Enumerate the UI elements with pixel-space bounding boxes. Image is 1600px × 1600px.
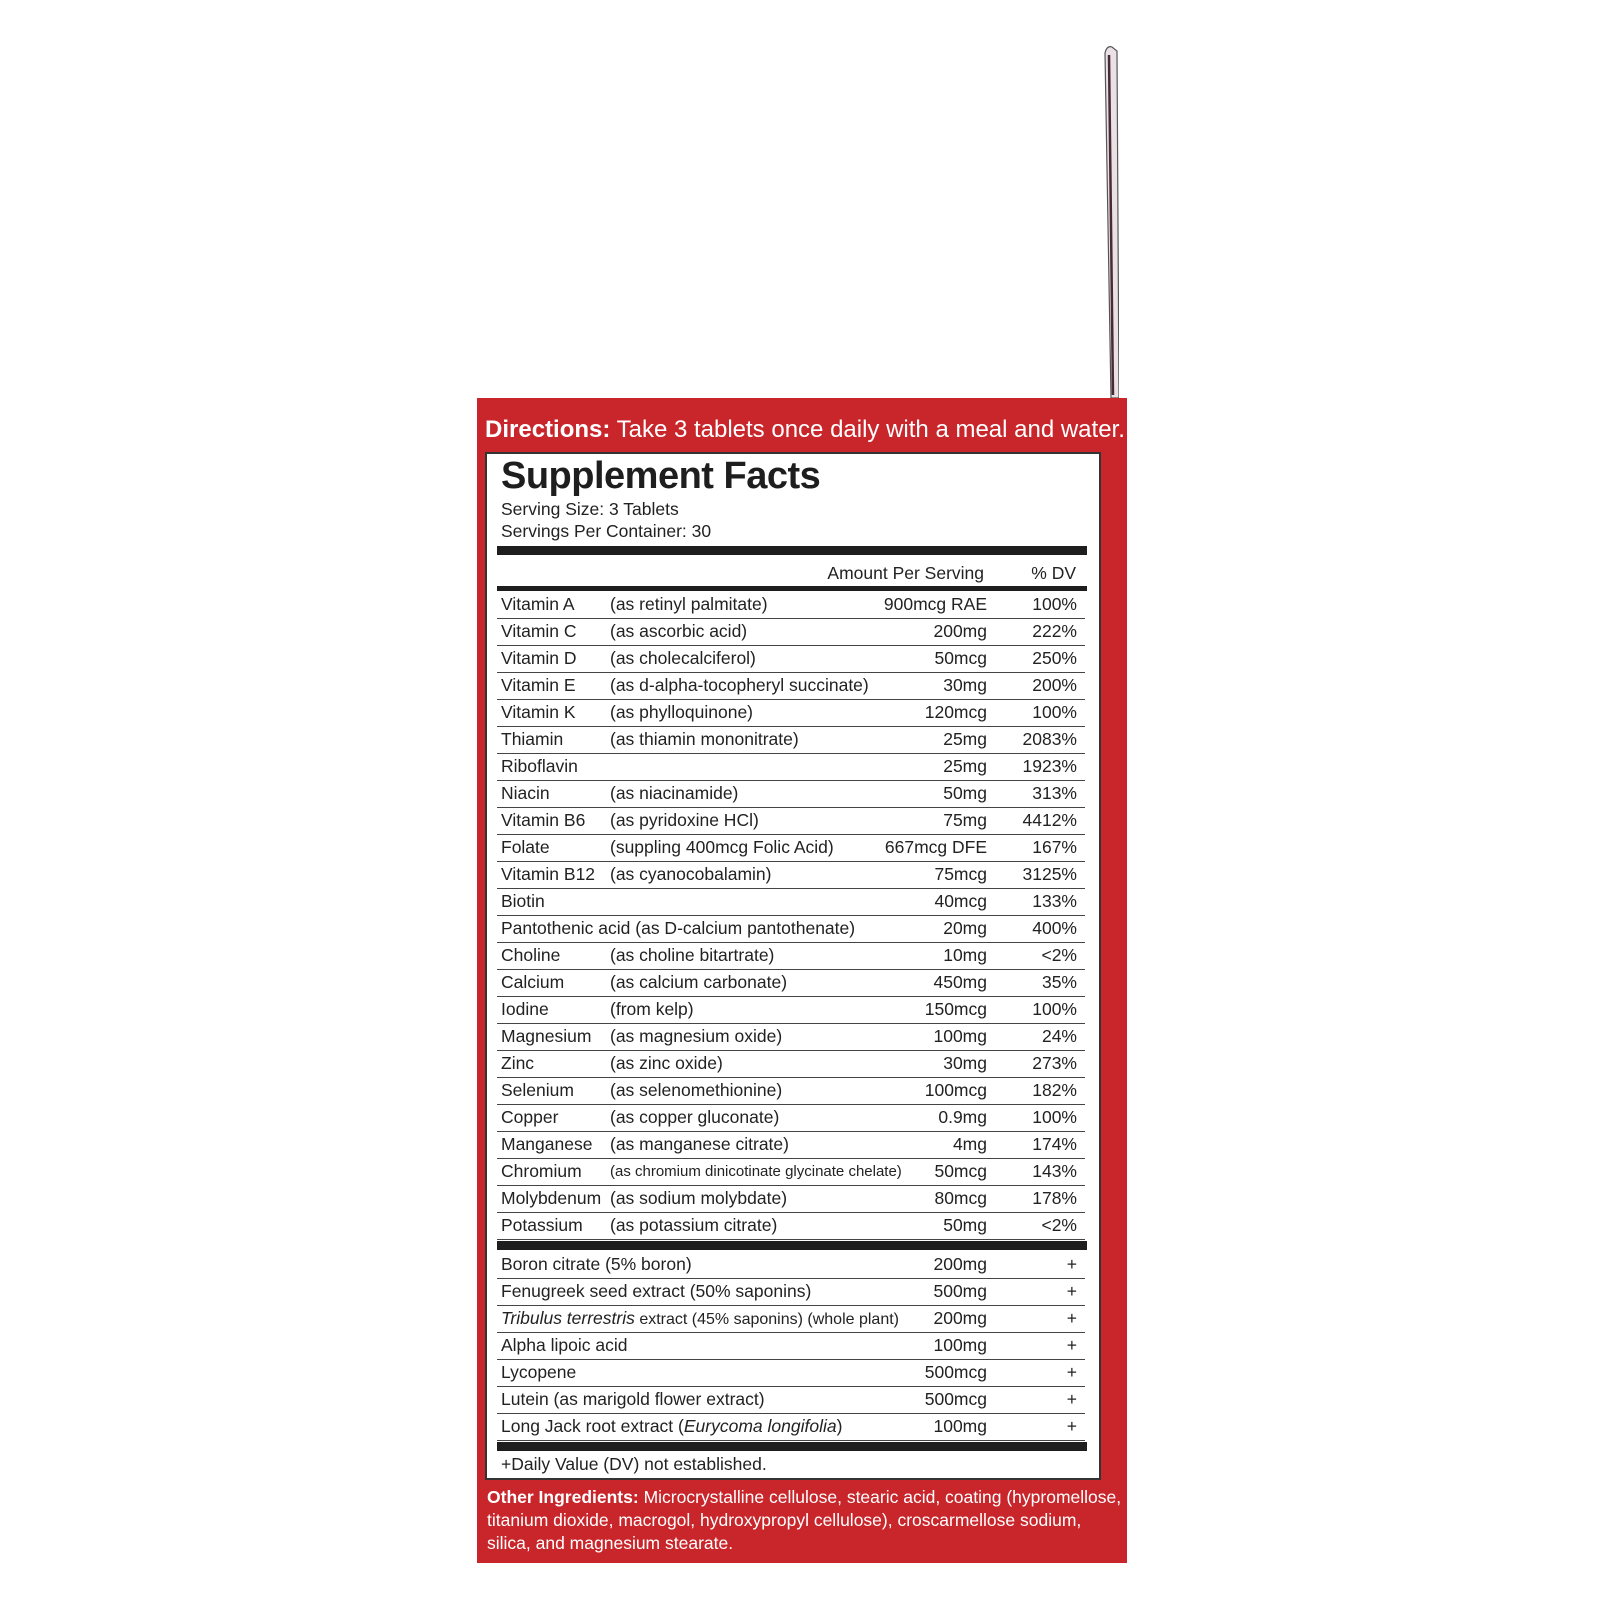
other-item-amount: 200mg: [933, 1308, 987, 1328]
nutrient-form: (as zinc oxide): [610, 1053, 723, 1073]
nutrient-name: Riboflavin: [501, 756, 578, 776]
nutrient-name: Folate: [501, 837, 550, 857]
other-ingredients-text: Microcrystalline cellulose, stearic acid, coating (hypromellose, titanium dioxide, macrogol, hydroxypropyl cellulose), croscarmellose sodium, silica, and magnesium stearate.: [487, 1487, 1122, 1553]
nutrient-row: [497, 699, 1085, 727]
other-item-dv: +: [1066, 1416, 1077, 1436]
nutrient-name: Vitamin D: [501, 648, 577, 668]
other-item-name: Boron citrate (5% boron): [501, 1254, 692, 1274]
other-item-dv: +: [1066, 1335, 1077, 1355]
other-item-name: [501, 1308, 899, 1329]
nutrient-name: Pantothenic acid (as D-calcium pantothenate): [501, 918, 856, 938]
nutrient-dv: 143%: [1032, 1161, 1077, 1181]
nutrient-dv: 400%: [1032, 918, 1077, 938]
other-item-name-italic: Tribulus terrestris: [501, 1308, 635, 1328]
nutrient-dv: 2083%: [1022, 729, 1077, 749]
nutrient-amount: 150mcg: [924, 999, 987, 1019]
nutrient-name: Thiamin: [501, 729, 564, 749]
nutrient-row: [497, 969, 1085, 997]
nutrient-form: (as magnesium oxide): [610, 1026, 783, 1046]
nutrient-dv: 313%: [1032, 783, 1077, 803]
other-item-name: Fenugreek seed extract (50% saponins): [501, 1281, 812, 1301]
nutrient-dv: 100%: [1032, 1107, 1077, 1127]
other-item-amount: 200mg: [933, 1254, 987, 1274]
nutrient-dv: <2%: [1041, 945, 1077, 965]
directions-text: [485, 416, 1125, 444]
nutrient-name: Zinc: [501, 1053, 535, 1073]
other-item-name-rest: extract (45% saponins) (whole plant): [634, 1311, 899, 1328]
other-item-dv: +: [1066, 1362, 1077, 1382]
header-dv: % DV: [1031, 563, 1076, 583]
nutrient-row: [497, 915, 1085, 943]
nutrient-dv: 182%: [1032, 1080, 1077, 1100]
nutrient-name: Iodine: [501, 999, 549, 1019]
other-item-row: [497, 1305, 1085, 1333]
nutrient-amount: 120mcg: [924, 702, 987, 722]
nutrient-row: [497, 996, 1085, 1024]
nutrient-amount: 30mg: [943, 1053, 987, 1073]
nutrient-row: [497, 1077, 1085, 1105]
other-item-name: [501, 1416, 842, 1437]
nutrient-amount: 75mcg: [934, 864, 987, 884]
nutrient-dv: 167%: [1032, 837, 1077, 857]
other-ingredients: [487, 1486, 1127, 1555]
nutrient-row: [497, 1185, 1085, 1213]
nutrient-form: (as selenomethionine): [610, 1080, 783, 1100]
nutrient-form: (as cholecalciferol): [610, 648, 756, 668]
nutrient-amount: 50mcg: [934, 1161, 987, 1181]
nutrient-row: [497, 591, 1085, 619]
nutrient-dv: 3125%: [1022, 864, 1077, 884]
nutrient-dv: 24%: [1041, 1026, 1077, 1046]
nutrient-name: Calcium: [501, 972, 565, 992]
nutrient-row: [497, 1131, 1085, 1159]
nutrient-row: [497, 780, 1085, 808]
nutrient-name: Vitamin B12: [501, 864, 596, 884]
nutrient-name: Vitamin K: [501, 702, 576, 722]
nutrient-name: Selenium: [501, 1080, 574, 1100]
other-item-dv: +: [1066, 1281, 1077, 1301]
nutrient-amount: 667mcg DFE: [884, 837, 987, 857]
other-item-dv: +: [1066, 1308, 1077, 1328]
nutrient-form: (as copper gluconate): [610, 1107, 780, 1127]
nutrient-row: [497, 1023, 1085, 1051]
nutrient-form: (as cyanocobalamin): [610, 864, 772, 884]
nutrient-dv: <2%: [1041, 1215, 1077, 1235]
nutrient-dv: 273%: [1032, 1053, 1077, 1073]
nutrient-dv: 222%: [1032, 621, 1077, 641]
nutrient-row: [497, 645, 1085, 673]
other-item-name: Lutein (as marigold flower extract): [501, 1389, 765, 1409]
nutrient-row: [497, 834, 1085, 862]
nutrient-row: [497, 618, 1085, 646]
nutrient-row: [497, 1212, 1085, 1240]
other-item-dv: +: [1066, 1389, 1077, 1409]
dv-footnote: +Daily Value (DV) not established.: [501, 1454, 767, 1474]
other-item-amount: 500mcg: [924, 1389, 987, 1409]
nutrient-row: [497, 942, 1085, 970]
nutrient-form: (as choline bitartrate): [610, 945, 775, 965]
other-item-dv: +: [1066, 1254, 1077, 1274]
nutrient-name: Chromium: [501, 1161, 582, 1181]
other-item-row: [497, 1359, 1085, 1387]
nutrient-dv: 1923%: [1022, 756, 1077, 776]
nutrient-dv: 100%: [1032, 999, 1077, 1019]
nutrient-amount: 900mcg RAE: [883, 594, 987, 614]
nutrient-form: (as sodium molybdate): [610, 1188, 788, 1208]
nutrient-row: [497, 1104, 1085, 1132]
nutrient-dv: 250%: [1032, 648, 1077, 668]
nutrient-amount: 20mg: [943, 918, 987, 938]
nutrient-form: (as chromium dinicotinate glycinate chelate): [610, 1163, 902, 1180]
nutrient-name: Vitamin B6: [501, 810, 586, 830]
nutrient-name: Choline: [501, 945, 561, 965]
nutrient-name: Vitamin E: [501, 675, 576, 695]
nutrient-form: (suppling 400mcg Folic Acid): [610, 837, 834, 857]
nutrient-amount: 30mg: [943, 675, 987, 695]
nutrient-name: Copper: [501, 1107, 559, 1127]
other-item-row: [497, 1332, 1085, 1360]
serving-size: Serving Size: 3 Tablets: [501, 499, 679, 519]
nutrient-amount: 0.9mg: [938, 1107, 987, 1127]
other-item-amount: 500mg: [933, 1281, 987, 1301]
supplement-facts-title: Supplement Facts: [501, 455, 821, 497]
nutrient-amount: 200mg: [933, 621, 987, 641]
servings-per-container: Servings Per Container: 30: [501, 521, 712, 541]
nutrient-dv: 200%: [1032, 675, 1077, 695]
other-ingredients-label: Other Ingredients:: [487, 1487, 639, 1507]
nutrient-form: (as pyridoxine HCl): [610, 810, 759, 830]
other-item-row: [497, 1386, 1085, 1414]
thick-divider-top: [497, 546, 1087, 555]
nutrient-amount: 100mcg: [924, 1080, 987, 1100]
nutrient-row: [497, 888, 1085, 916]
other-item-amount: 100mg: [933, 1416, 987, 1436]
nutrient-name: Vitamin A: [501, 594, 575, 614]
nutrient-dv: 100%: [1032, 594, 1077, 614]
other-item-name: Lycopene: [501, 1362, 577, 1382]
other-item-row: [497, 1413, 1085, 1441]
nutrient-form: (as manganese citrate): [610, 1134, 789, 1154]
other-item-amount: 500mcg: [924, 1362, 987, 1382]
nutrient-amount: 50mcg: [934, 648, 987, 668]
nutrient-amount: 50mg: [943, 783, 987, 803]
nutrient-form: (as ascorbic acid): [610, 621, 748, 641]
nutrient-name: Manganese: [501, 1134, 593, 1154]
nutrient-form: (as phylloquinone): [610, 702, 754, 722]
nutrient-name: Potassium: [501, 1215, 583, 1235]
header-amount: Amount Per Serving: [827, 563, 984, 583]
nutrient-amount: 25mg: [943, 729, 987, 749]
nutrient-amount: 4mg: [952, 1134, 987, 1154]
nutrient-name: Vitamin C: [501, 621, 577, 641]
other-item-name-prefix: Long Jack root extract (: [501, 1416, 684, 1436]
nutrient-amount: 80mcg: [934, 1188, 987, 1208]
nutrient-row: [497, 1050, 1085, 1078]
nutrient-form: (as d-alpha-tocopheryl succinate): [610, 675, 869, 695]
nutrient-row: [497, 807, 1085, 835]
nutrient-amount: 25mg: [943, 756, 987, 776]
nutrient-form: (as retinyl palmitate): [610, 594, 768, 614]
serving-info: [501, 498, 711, 542]
directions-body: Take 3 tablets once daily with a meal and water.: [616, 416, 1125, 443]
box-tab-flap: [1103, 45, 1119, 398]
nutrient-row: [497, 861, 1085, 889]
other-item-name-suffix: ): [836, 1416, 843, 1436]
other-item-row: [497, 1278, 1085, 1306]
nutrient-amount: 40mcg: [934, 891, 987, 911]
nutrient-name: Biotin: [501, 891, 545, 911]
nutrient-name: Niacin: [501, 783, 550, 803]
nutrient-amount: 75mg: [943, 810, 987, 830]
nutrient-amount: 100mg: [933, 1026, 987, 1046]
nutrient-form: (as thiamin mononitrate): [610, 729, 799, 749]
other-item-row: [497, 1251, 1085, 1279]
nutrient-amount: 10mg: [943, 945, 987, 965]
thick-divider-mid: [497, 1241, 1087, 1250]
other-item-amount: 100mg: [933, 1335, 987, 1355]
nutrient-form: (as niacinamide): [610, 783, 739, 803]
nutrient-dv: 133%: [1032, 891, 1077, 911]
nutrient-row: [497, 1158, 1085, 1186]
nutrient-form: (as calcium carbonate): [610, 972, 788, 992]
nutrient-dv: 4412%: [1022, 810, 1077, 830]
directions-label: Directions:: [485, 416, 611, 443]
nutrient-name: Molybdenum: [501, 1188, 602, 1208]
nutrient-form: (as potassium citrate): [610, 1215, 778, 1235]
nutrient-row: [497, 672, 1085, 700]
column-header: [497, 561, 1087, 587]
nutrient-amount: 450mg: [933, 972, 987, 992]
other-item-name: Alpha lipoic acid: [501, 1335, 628, 1355]
nutrient-amount: 50mg: [943, 1215, 987, 1235]
nutrient-row: [497, 726, 1085, 754]
nutrient-dv: 174%: [1032, 1134, 1077, 1154]
nutrient-row: [497, 753, 1085, 781]
nutrient-form: (from kelp): [610, 999, 694, 1019]
nutrient-dv: 178%: [1032, 1188, 1077, 1208]
nutrient-dv: 35%: [1041, 972, 1077, 992]
nutrient-name: Magnesium: [501, 1026, 592, 1046]
nutrient-dv: 100%: [1032, 702, 1077, 722]
other-item-name-italic: Eurycoma longifolia: [683, 1416, 837, 1436]
thick-divider-bottom: [497, 1442, 1087, 1451]
